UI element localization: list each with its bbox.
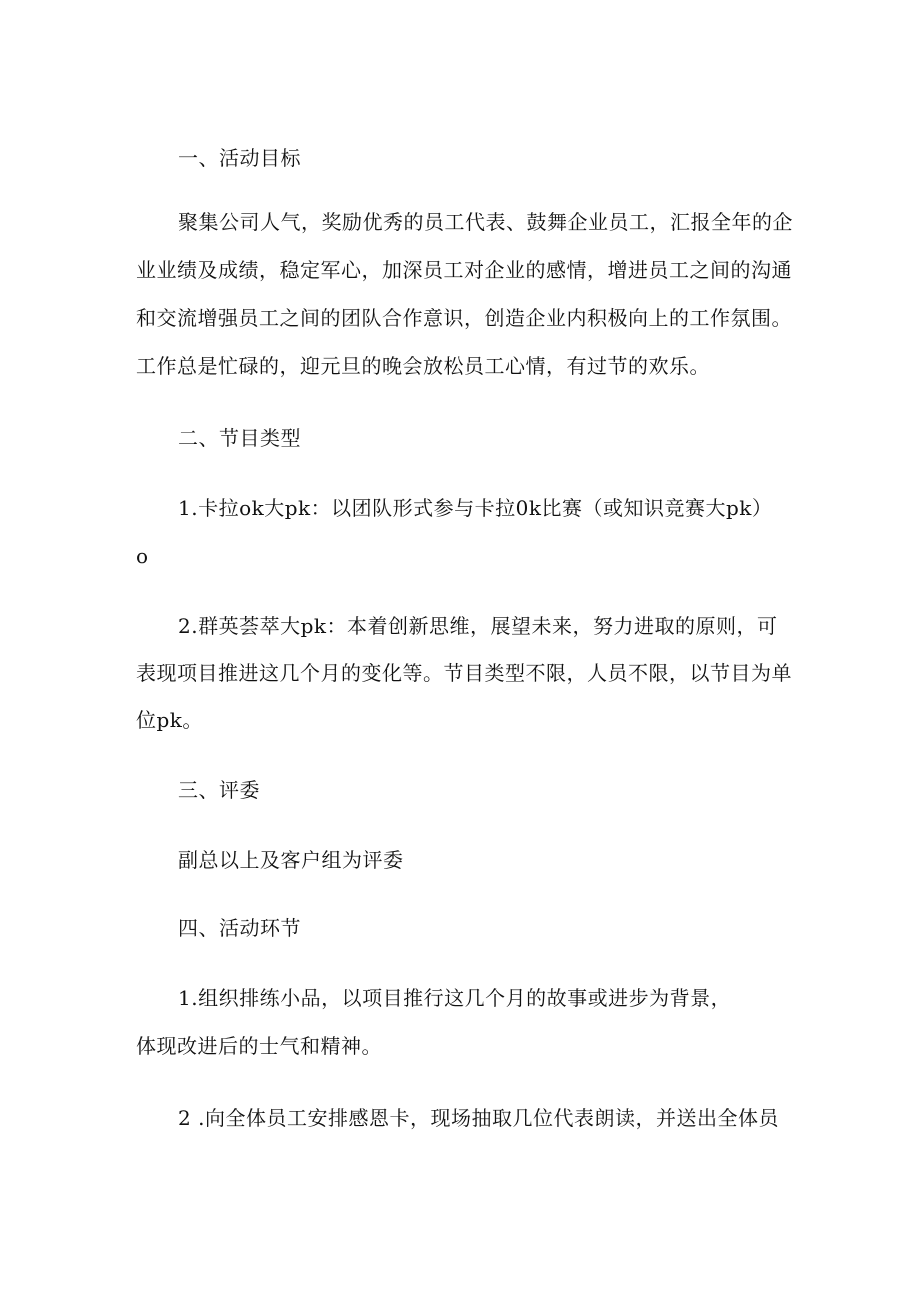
list-item-line: 体现改进后的士气和精神。 <box>136 1034 382 1058</box>
paragraph-line: 和交流增强员工之间的团队合作意识，创造企业内积极向上的工作氛围。 <box>136 306 792 330</box>
list-item-line: 1.卡拉ok大pk：以团队形式参与卡拉0k比赛（或知识竞赛大pk） <box>178 496 773 520</box>
list-item-line: 位pk。 <box>136 708 203 732</box>
list-item-line: 1.组织排练小品，以项目推行这几个月的故事或进步为背景， <box>178 986 732 1010</box>
list-item-line: 表现项目推进这几个月的变化等。节目类型不限，人员不限，以节目为单 <box>136 661 792 685</box>
section-heading-judges: 三、评委 <box>178 778 260 802</box>
list-item-line: 2 .向全体员工安排感恩卡，现场抽取几位代表朗读，并送出全体员 <box>178 1106 779 1130</box>
paragraph-line: 业业绩及成绩，稳定军心，加深员工对企业的感情，增进员工之间的沟通 <box>136 258 792 282</box>
paragraph-line: 副总以上及客户组为评委 <box>178 848 404 872</box>
paragraph-line: 聚集公司人气，奖励优秀的员工代表、鼓舞企业员工，汇报全年的企 <box>178 210 793 234</box>
section-heading-activities: 四、活动环节 <box>178 916 301 940</box>
list-item-line: 2.群英荟萃大pk：本着创新思维，展望未来，努力进取的原则，可 <box>178 614 778 638</box>
paragraph-line: 工作总是忙碌的，迎元旦的晚会放松员工心情，有过节的欢乐。 <box>136 354 710 378</box>
section-heading-program-types: 二、节目类型 <box>178 426 301 450</box>
list-item-line: o <box>136 544 149 568</box>
section-heading-goals: 一、活动目标 <box>178 146 301 170</box>
